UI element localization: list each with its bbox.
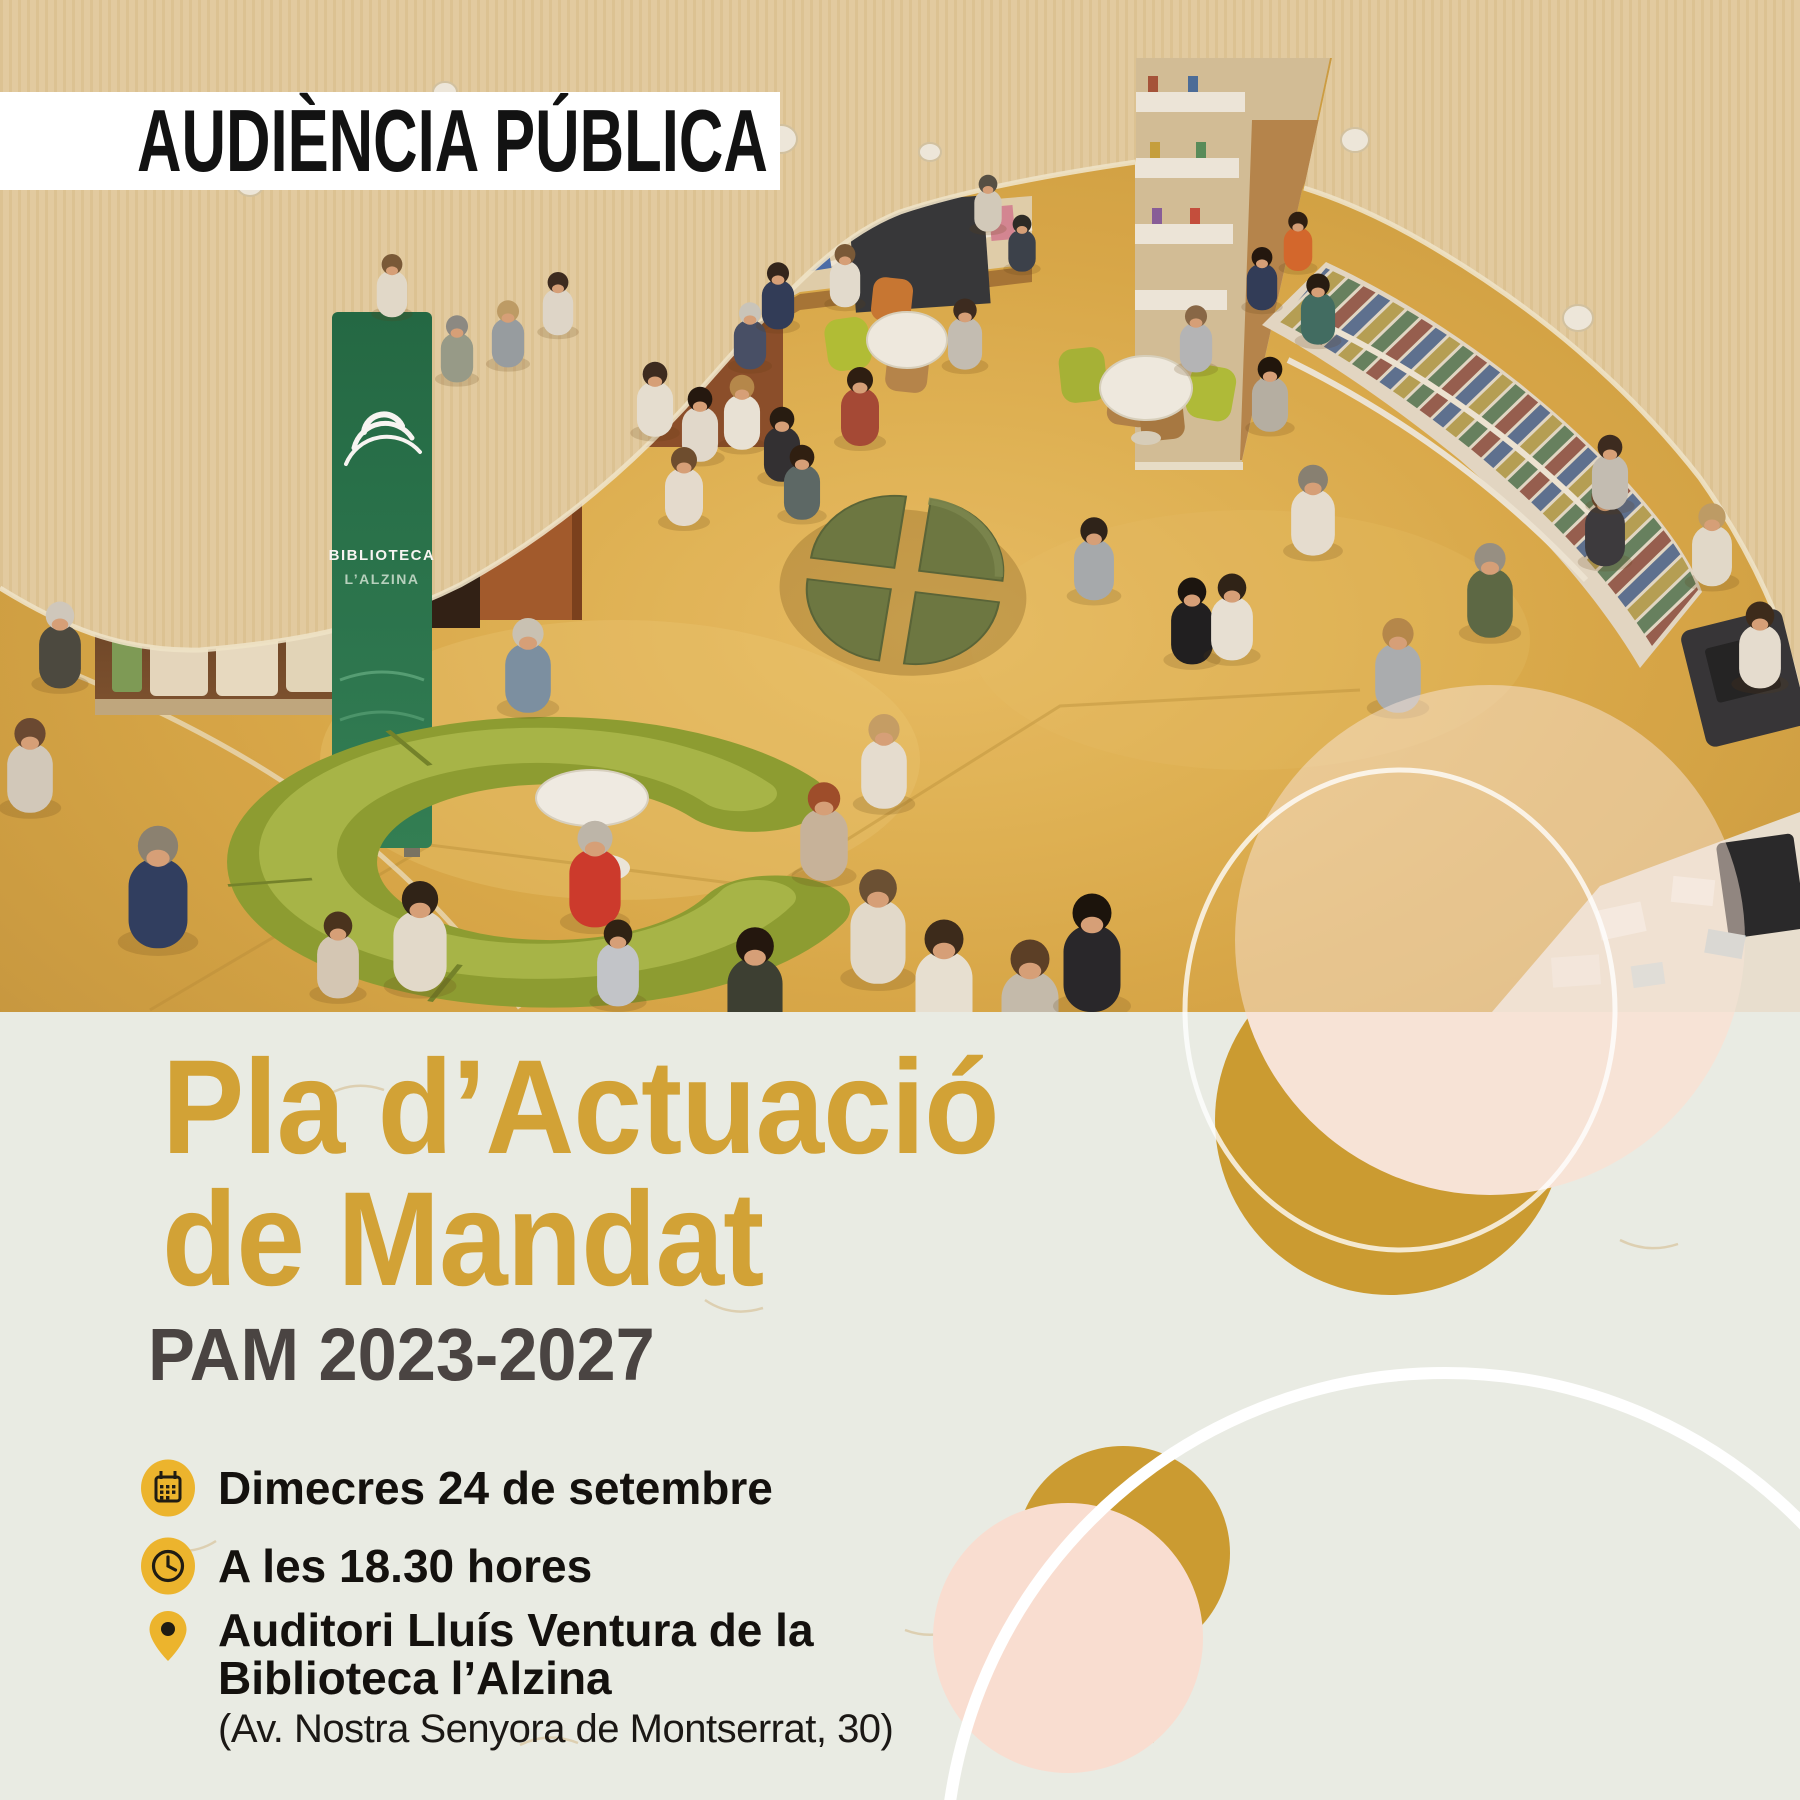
badge-label: AUDIÈNCIA PÚBLICA: [137, 91, 768, 190]
detail-location-line1: Auditori Lluís Ventura de la: [218, 1604, 814, 1656]
detail-location: [140, 1606, 893, 1752]
detail-location-line2: Biblioteca l’Alzina: [218, 1652, 612, 1704]
event-subtitle: PAM 2023-2027: [148, 1313, 655, 1396]
event-title-line1: Pla d’Actuació: [162, 1033, 999, 1182]
detail-location-address: (Av. Nostra Senyora de Montserrat, 30): [218, 1707, 894, 1751]
location-pin-icon: [140, 1606, 196, 1666]
detail-time-text: A les 18.30 hores: [218, 1540, 593, 1592]
detail-time: [140, 1537, 592, 1595]
calendar-icon: [140, 1459, 196, 1517]
detail-date-text: Dimecres 24 de setembre: [218, 1462, 773, 1514]
detail-date: [140, 1459, 773, 1517]
event-title-line2: de Mandat: [162, 1165, 764, 1314]
audiencia-publica-badge: [0, 92, 780, 190]
event-title: [162, 1033, 999, 1314]
clock-icon: [140, 1537, 196, 1595]
